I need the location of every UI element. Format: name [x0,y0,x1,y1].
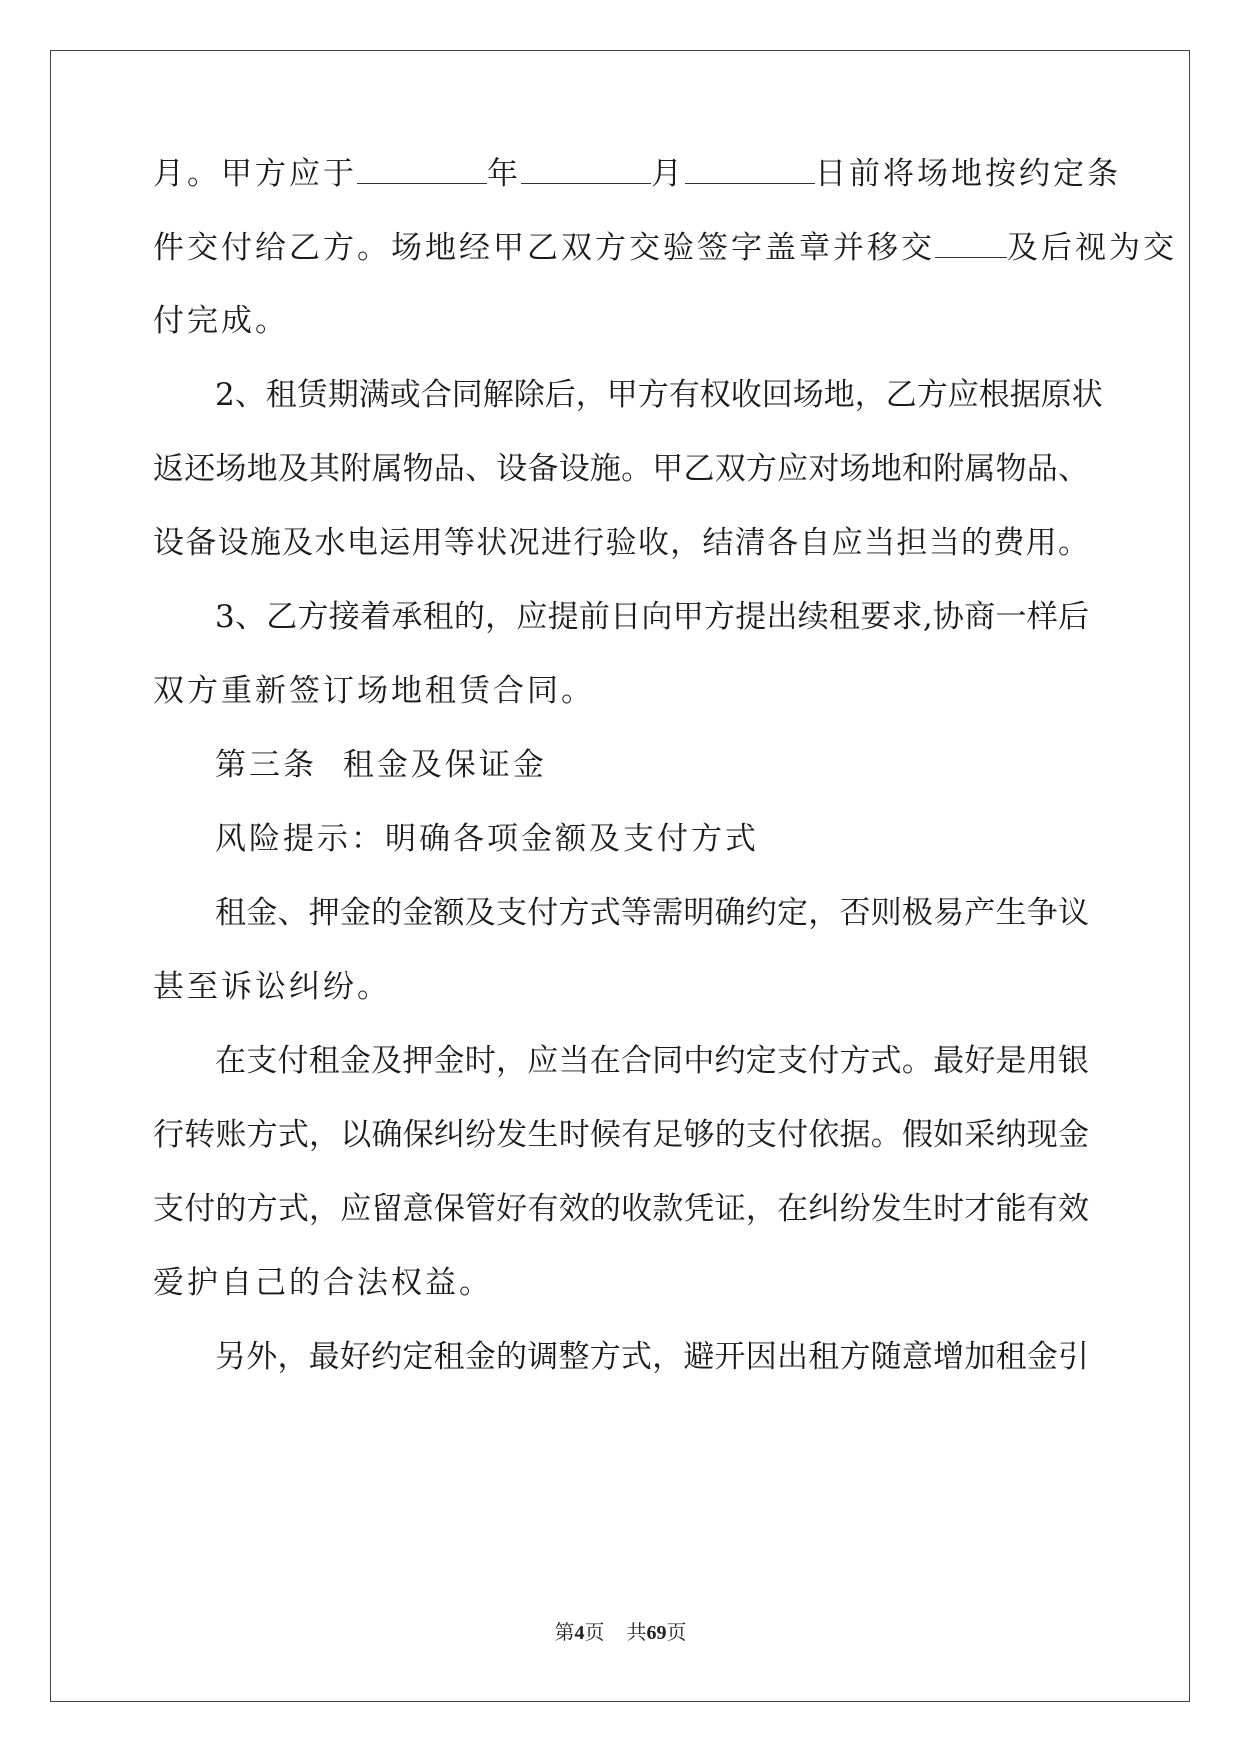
paragraph-1-line-2 [153,227,1177,267]
text-segment: 月 [651,156,685,192]
paragraph-3-line-1: 3、乙方接着承租的，应提前日向甲方提出续租要求,协商一样后 [215,599,1089,635]
paragraph-1-line-1 [153,153,1121,193]
blank-month [521,153,651,184]
risk-tip: 风险提示：明确各项金额及支付方式 [215,821,759,857]
footer-total-prefix: 共 [626,1622,647,1644]
paragraph-6-line-1: 另外，最好约定租金的调整方式，避开因出租方随意增加租金引 [215,1339,1089,1375]
paragraph-5-line-4: 爱护自己的合法权益。 [153,1265,493,1301]
text-segment: 年 [487,156,521,192]
paragraph-5-line-1: 在支付租金及押金时，应当在合同中约定支付方式。最好是用银 [215,1043,1089,1079]
paragraph-4-line-2: 甚至诉讼纠纷。 [153,969,391,1005]
paragraph-5-line-3: 支付的方式，应留意保管好有效的收款凭证，在纠纷发生时才能有效 [153,1191,1089,1227]
text-segment: 件交付给乙方。场地经甲乙双方交验签字盖章并移交 [153,230,935,266]
paragraph-4-line-1: 租金、押金的金额及支付方式等需明确约定，否则极易产生争议 [215,895,1089,931]
page-footer [0,1620,1241,1646]
text-segment: 及后视为交 [1007,230,1177,266]
footer-page-suffix: 页 [584,1622,605,1644]
paragraph-2-line-2: 返还场地及其附属物品、设备设施。甲乙双方应对场地和附属物品、 [153,451,1089,487]
page-border [50,50,1190,1702]
paragraph-2-line-3: 设备设施及水电运用等状况进行验收，结清各自应当担当的费用。 [153,525,1089,561]
paragraph-2-line-1: 2、租赁期满或合同解除后，甲方有权收回场地，乙方应根据原状 [215,377,1103,413]
footer-page-number: 4 [574,1622,585,1644]
text-segment: 日前将场地按约定条 [815,156,1121,192]
footer-total-number: 69 [646,1622,667,1644]
blank-handover [935,227,1007,258]
footer-page-prefix: 第 [554,1622,575,1644]
footer-total-suffix: 页 [666,1622,687,1644]
text-segment: 月。甲方应于 [153,156,357,192]
paragraph-1-line-3: 付完成。 [153,303,289,339]
blank-day [685,153,815,184]
paragraph-5-line-2: 行转账方式，以确保纠纷发生时候有足够的支付依据。假如采纳现金 [153,1117,1089,1153]
blank-year [357,153,487,184]
paragraph-3-line-2: 双方重新签订场地租赁合同。 [153,673,595,709]
article-heading: 第三条 租金及保证金 [215,747,547,783]
